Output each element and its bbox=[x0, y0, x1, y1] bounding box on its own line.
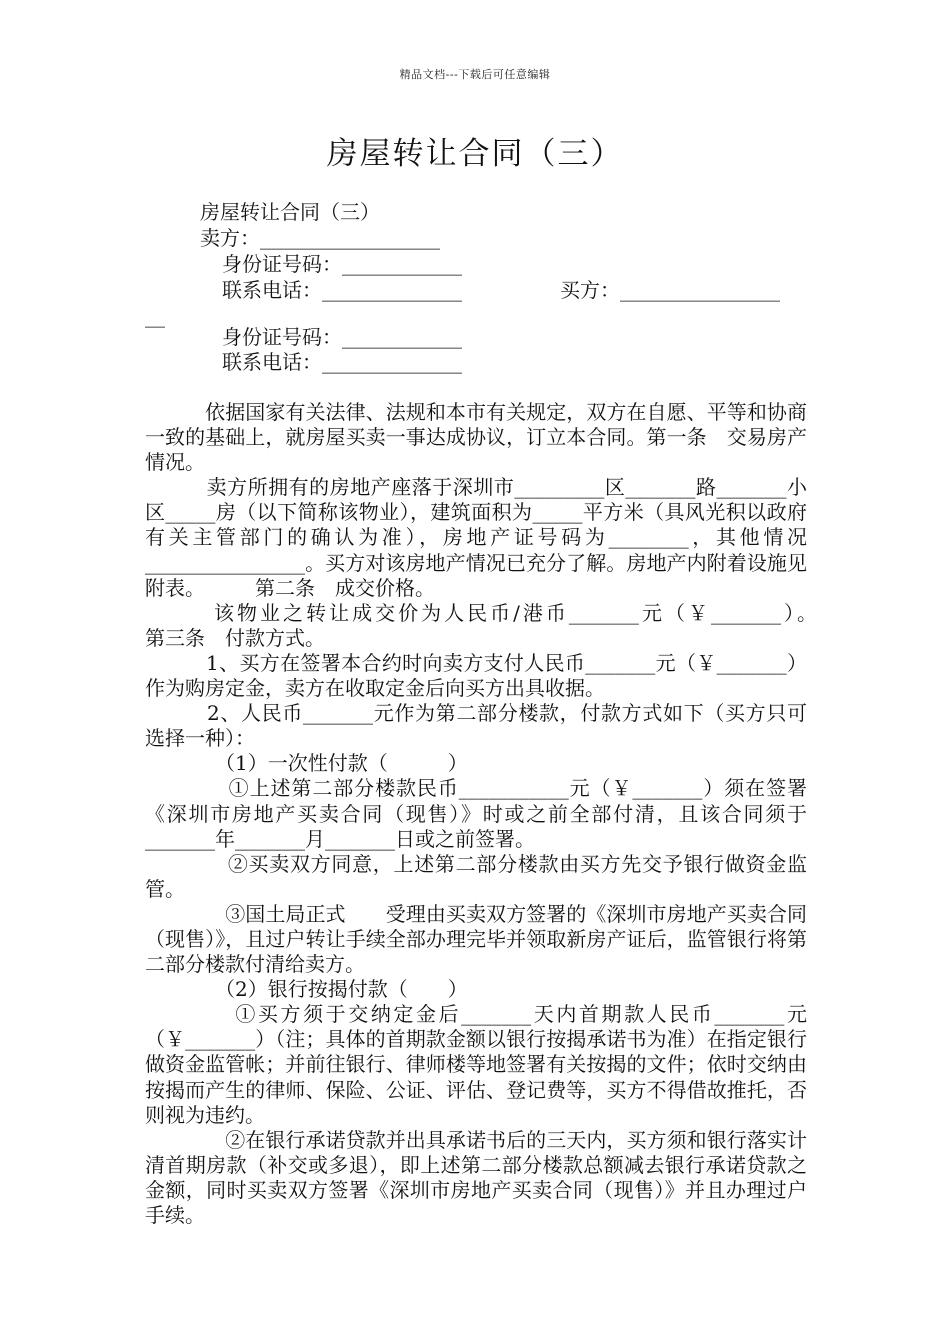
seller-phone-line: 联系电话：______________ bbox=[222, 278, 462, 302]
paragraph: ③国土局正式 受理由买卖双方签署的《深圳市房地产买卖合同（现售）》，且过户转让手续全部办理完毕并领取新房产证后，监管银行将第二部分楼款付清给卖方。 bbox=[145, 901, 807, 977]
seller-line: 卖方：__________________ bbox=[200, 226, 440, 250]
seller-id-line: 身份证号码：____________ bbox=[222, 252, 462, 276]
buyer-id-line: 身份证号码：____________ bbox=[222, 325, 462, 349]
paragraph: （2）银行按揭付款（ ） bbox=[145, 977, 468, 1002]
paragraph: ②买卖双方同意，上述第二部分楼款由买方先交予银行做资金监管。 bbox=[145, 851, 807, 901]
buyer-phone-line: 联系电话：______________ bbox=[222, 350, 462, 374]
paragraph: 该物业之转让成交价为人民币/港币_______元（￥_______）。 第三条 付款方式。 bbox=[145, 600, 867, 650]
buyer-line: 买方：________________ bbox=[560, 278, 780, 302]
page-header: 精品文档---下载后可任意编辑 bbox=[399, 68, 551, 81]
paragraph: 卖方所拥有的房地产座落于深圳市_________区_______路_______小区_____房（以下简称该物业），建筑面积为_____平方米（具风光积以政府有关主管部门的确认为准），房地产证号码为________，其他情况________________。买方对该房地产情况已充分了解。房地产内附着设施见附表。 第二条 成交价格。 bbox=[145, 475, 807, 600]
paragraph: 依据国家有关法律、法规和本市有关规定，双方在自愿、平等和协商一致的基础上，就房屋买卖一事达成协议，订立本合同。第一条 交易房产情况。 bbox=[145, 400, 807, 475]
paragraph: （1）一次性付款（ ） bbox=[145, 751, 468, 776]
paragraph: ②在银行承诺贷款并出具承诺书后的三天内，买方须和银行落实计清首期房款（补交或多退），即上述第二部分楼款总额减去银行承诺贷款之金额，同时买卖双方签署《深圳市房地产买卖合同（现售）》并且办理过户手续。 bbox=[145, 1127, 807, 1227]
page-title: 房屋转让合同（三） bbox=[326, 136, 624, 172]
buyer-line-continuation: __ bbox=[145, 304, 165, 328]
contract-body bbox=[145, 400, 867, 1228]
paragraph: ①买方须于交纳定金后_______天内首期款人民币_______元（￥_______）（注；具体的首期款金额以银行按揭承诺书为准）在指定银行做资金监管帐；并前往银行、律师楼等地签署有关按揭的文件；依时交纳由按揭而产生的律师、保险、公证、评估、登记费等，买方不得借故推托，否则视为违约。 bbox=[145, 1002, 807, 1127]
subtitle: 房屋转让合同（三） bbox=[200, 200, 380, 224]
paragraph: ①上述第二部分楼款民币___________元（￥_______）须在签署《深圳市房地产买卖合同（现售）》时或之前全部付清，且该合同须于_______年_______月_______日或之前签署。 bbox=[145, 776, 807, 851]
paragraph: 2、人民币_______元作为第二部分楼款，付款方式如下（买方只可选择一种）： bbox=[145, 701, 807, 751]
paragraph: 1、买方在签署本合约时向卖方支付人民币_______元（￥_______）作为购房定金，卖方在收取定金后向买方出具收据。 bbox=[145, 650, 807, 701]
